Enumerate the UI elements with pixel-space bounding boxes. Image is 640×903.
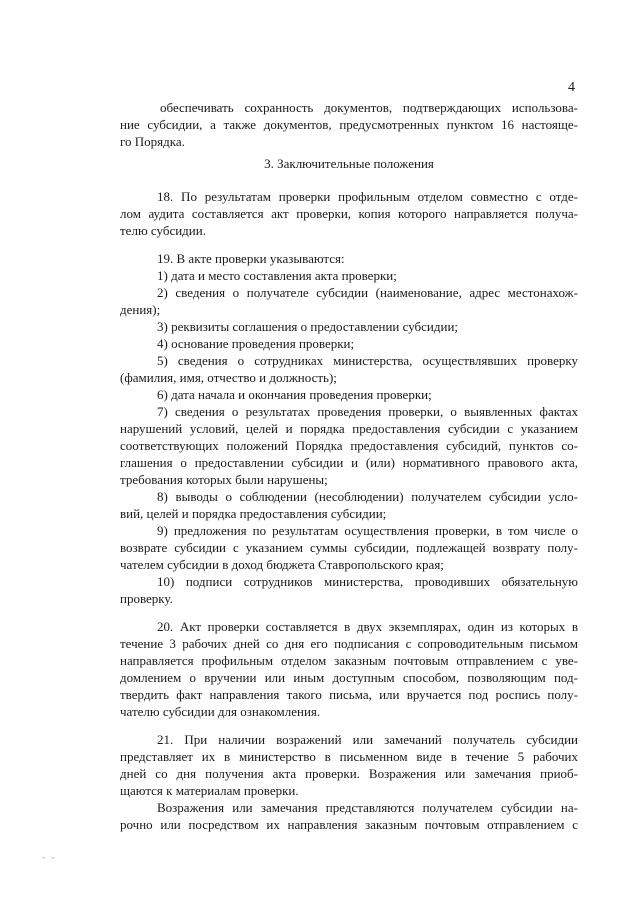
- text-line: 18. По результатам проверки профильным отделом совместно с отде-: [157, 189, 578, 204]
- text-line: 9) предложения по результатам осуществления проверки, в том числе о: [157, 523, 578, 538]
- text-line: чателю субсидии для ознакомления.: [120, 704, 321, 719]
- text-line: вий, целей и порядка предоставления субсидии;: [120, 506, 387, 521]
- text-line: проверку.: [120, 591, 173, 606]
- text-line: 21. При наличии возражений или замечаний получатель субсидии: [157, 732, 578, 747]
- text-line: 6) дата начала и окончания проведения проверки;: [157, 387, 432, 402]
- text-line: направляется профильным отделом заказным почтовым отправлением с уве-: [120, 653, 578, 668]
- text-line: телю субсидии.: [120, 223, 206, 238]
- text-line: 5) сведения о сотрудниках министерства, осуществлявших проверку: [157, 353, 578, 368]
- text-line: (фамилия, имя, отчество и должность);: [120, 370, 337, 385]
- text-line: твердить факт направления такого письма, или вручается под роспись полу-: [120, 687, 578, 702]
- text-line: 3) реквизиты соглашения о предоставлении субсидии;: [157, 319, 459, 334]
- page-number: 4: [568, 80, 575, 95]
- text-line: глашения о предоставлении субсидии и (или) нормативного правового акта,: [120, 455, 578, 470]
- text-line: лом аудита составляется акт проверки, копия которого направляется получа-: [120, 206, 578, 221]
- section-heading: 3. Заключительные положения: [264, 156, 434, 171]
- text-line: го Порядка.: [120, 134, 185, 149]
- text-line: щаются к материалам проверки.: [120, 783, 299, 798]
- text-line: 7) сведения о результатах проведения проверки, о выявленных фактах: [157, 404, 578, 419]
- text-line: 2) сведения о получателе субсидии (наименование, адрес местонахож-: [157, 285, 578, 300]
- text-line: требования которых были нарушены;: [120, 472, 328, 487]
- text-line: Возражения или замечания представляются получателем субсидии на-: [157, 800, 578, 815]
- text-line: соответствующих положений Порядка предоставления субсидий, пунктов со-: [120, 438, 578, 453]
- text-line: 19. В акте проверки указываются:: [157, 251, 345, 266]
- text-line: 1) дата и место составления акта проверки;: [157, 268, 397, 283]
- text-line: дения);: [120, 302, 161, 317]
- text-line: 8) выводы о соблюдении (несоблюдении) получателем субсидии усло-: [157, 489, 578, 504]
- text-line: течение 3 рабочих дней со дня его подписания с сопроводительным письмом: [120, 636, 578, 651]
- text-line: ние субсидии, а также документов, предусмотренных пунктом 16 настояще-: [120, 117, 578, 132]
- text-line: домлением о вручении или иным доступным способом, позволяющим под-: [120, 670, 578, 685]
- text-line: 10) подписи сотрудников министерства, проводивших обязательную: [157, 574, 578, 589]
- text-line: дней со дня получения акта проверки. Возражения или замечания приоб-: [120, 766, 578, 781]
- text-line: нарушений условий, целей и порядка предоставления субсидии с указанием: [120, 421, 578, 436]
- scan-mark: - -: [42, 852, 57, 862]
- text-line: рочно или посредством их направления заказным почтовым отправлением с: [120, 817, 578, 832]
- text-line: представляет их в министерство в письменном виде в течение 5 рабочих: [120, 749, 578, 764]
- text-line: чателем субсидии в доход бюджета Ставропольского края;: [120, 557, 444, 572]
- text-line: обеспечивать сохранность документов, подтверждающих использова-: [160, 100, 578, 115]
- text-line: 20. Акт проверки составляется в двух экземплярах, один из которых в: [157, 619, 578, 634]
- text-line: возврате субсидии с указанием суммы субсидии, подлежащей возврату полу-: [120, 540, 578, 555]
- text-line: 4) основание проведения проверки;: [157, 336, 355, 351]
